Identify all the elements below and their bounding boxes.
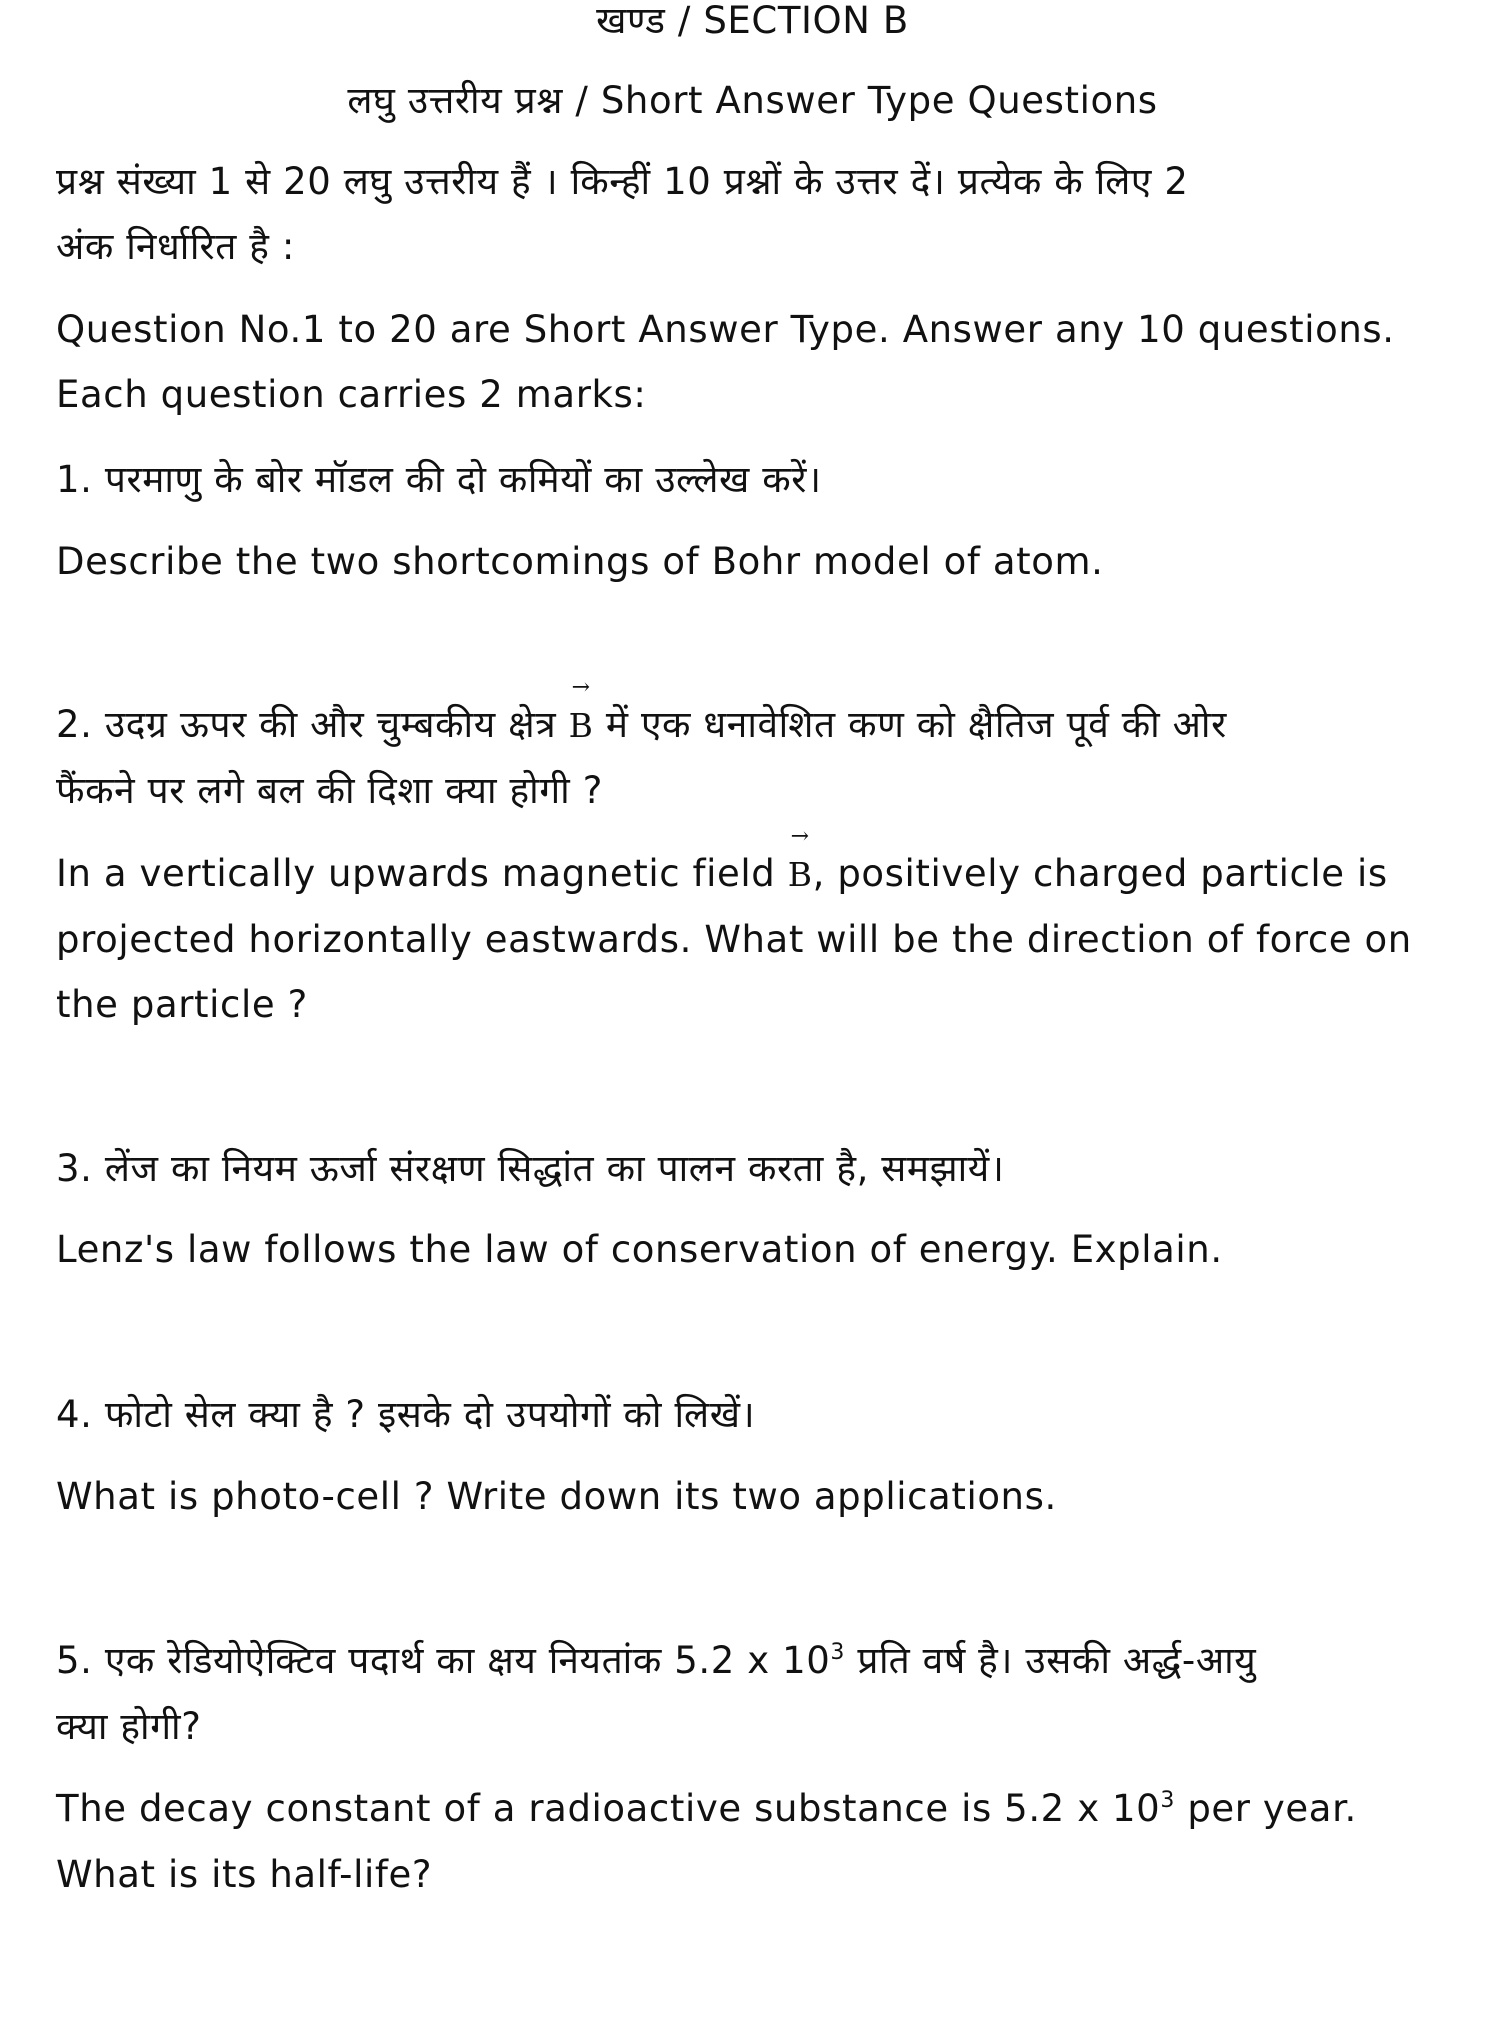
question-3-english: Lenz's law follows the law of conservation of energy. Explain. <box>56 1228 1223 1271</box>
magnetic-field-vector <box>787 824 813 900</box>
question-3-hindi: 3. लेंज का नियम ऊर्जा संरक्षण सिद्धांत का पालन करता है, समझायें। <box>56 1147 1005 1190</box>
question-2-english-line-1 <box>56 824 1388 900</box>
question-1-english: Describe the two shortcomings of Bohr model of atom. <box>56 540 1104 583</box>
vector-arrow-icon: → <box>571 675 591 700</box>
question-5-english-line-2: What is its half-life? <box>56 1853 433 1896</box>
question-5-english-text-pre: The decay constant of a radioactive substance is 5.2 x 10 <box>56 1787 1161 1830</box>
question-5-english-line-1 <box>56 1784 1357 1834</box>
exponent: 3 <box>830 1640 845 1665</box>
instructions-english-line-2: Each question carries 2 marks: <box>56 373 647 416</box>
section-heading-english: / SECTION B <box>677 0 909 42</box>
magnetic-field-vector <box>568 675 594 751</box>
question-type-heading <box>0 76 1505 126</box>
question-5-english-text-post: per year. <box>1187 1787 1357 1830</box>
section-heading-hindi: खण्ड <box>596 0 666 42</box>
vector-symbol: B <box>568 706 594 745</box>
question-4-english: What is photo-cell ? Write down its two applications. <box>56 1475 1057 1518</box>
question-2-english-text-pre: In a vertically upwards magnetic field <box>56 852 776 895</box>
question-2-english-text-post: , positively charged particle is <box>812 852 1388 895</box>
question-2-english-line-3: the particle ? <box>56 983 308 1026</box>
instructions-english-line-1: Question No.1 to 20 are Short Answer Type. Answer any 10 questions. <box>56 308 1395 351</box>
question-5-hindi-line-1 <box>56 1636 1256 1686</box>
question-1-hindi: 1. परमाणु के बोर मॉडल की दो कमियों का उल्लेख करें। <box>56 458 822 501</box>
vector-arrow-icon: → <box>790 824 810 849</box>
instructions-hindi-line-1: प्रश्न संख्या 1 से 20 लघु उत्तरीय हैं । किन्हीं 10 प्रश्नों के उत्तर दें। प्रत्येक के लिए 2 <box>56 160 1189 203</box>
question-2-hindi-text-post: में एक धनावेशित कण को क्षैतिज पूर्व की ओर <box>605 703 1227 746</box>
instructions-hindi-line-2: अंक निर्धारित है : <box>56 225 295 268</box>
vector-symbol: B <box>787 855 813 894</box>
exponent: 3 <box>1160 1788 1175 1813</box>
section-heading <box>0 0 1505 46</box>
question-2-hindi-line-2: फैंकने पर लगे बल की दिशा क्या होगी ? <box>56 769 603 812</box>
question-4-hindi: 4. फोटो सेल क्या है ? इसके दो उपयोगों को लिखें। <box>56 1393 756 1436</box>
question-2-hindi-text-pre: 2. उदग्र ऊपर की और चुम्बकीय क्षेत्र <box>56 703 557 746</box>
question-5-hindi-text-pre: 5. एक रेडियोऐक्टिव पदार्थ का क्षय नियतांक 5.2 x 10 <box>56 1639 831 1682</box>
question-type-hindi: लघु उत्तरीय प्रश्न <box>347 79 564 122</box>
question-2-hindi-line-1 <box>56 675 1227 751</box>
question-2-english-line-2: projected horizontally eastwards. What will be the direction of force on <box>56 918 1412 961</box>
question-5-hindi-text-post: प्रति वर्ष है। उसकी अर्द्ध-आयु <box>857 1639 1257 1682</box>
question-5-hindi-line-2: क्या होगी? <box>56 1705 202 1748</box>
question-type-english: / Short Answer Type Questions <box>575 79 1158 122</box>
